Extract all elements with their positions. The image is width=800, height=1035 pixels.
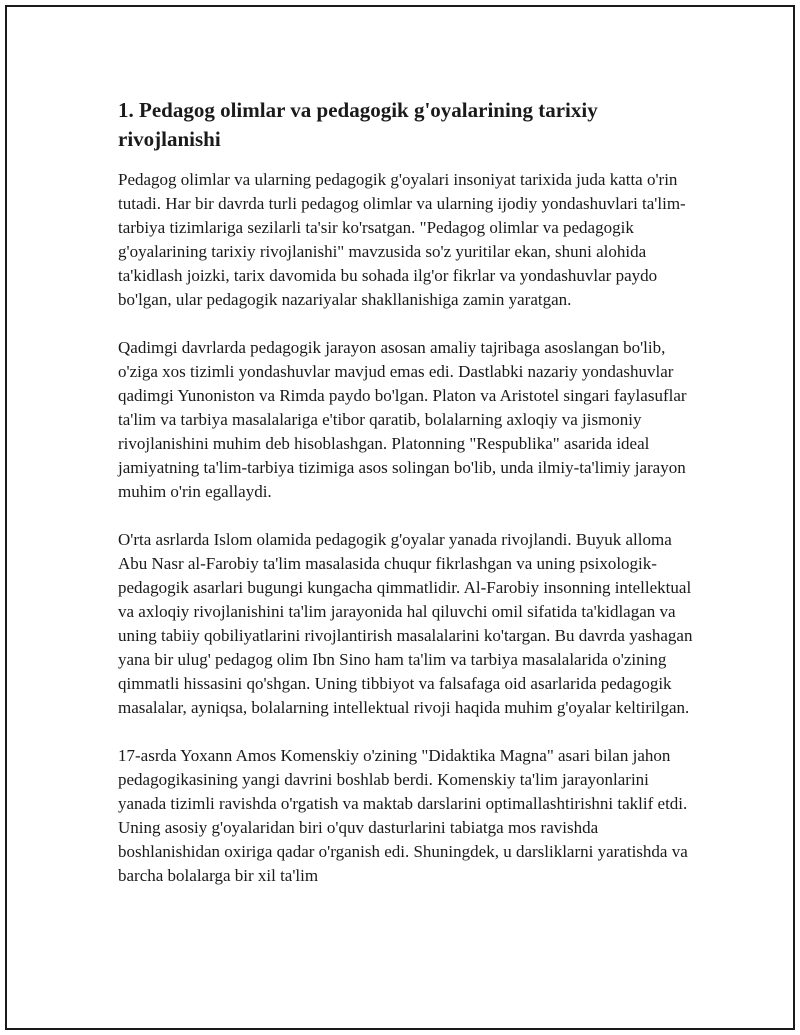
paragraph-intro: Pedagog olimlar va ularning pedagogik g'oyalari insoniyat tarixida juda katta o'rin tutadi. Har bir davrda turli pedagog olimlar va ularning ijodiy yondashuvlari ta'lim-tarbiya tizimlariga sezilarli ta'sir ko'rsatgan. "Pedagog olimlar va pedagogik g'oyalarining tarixiy rivojlanishi" mavzusida so'z yuritilar ekan, shuni alohida ta'kidlash joizki, tarix davomida bu sohada ilg'or fikrlar va yondashuvlar paydo bo'lgan, ular pedagogik nazariyalar shakllanishiga zamin yaratgan. (118, 170, 686, 309)
paragraph-middle-ages: O'rta asrlarda Islom olamida pedagogik g'oyalar yanada rivojlandi. Buyuk alloma Abu Nasr al-Farobiy ta'lim masalasida chuqur fikrlashgan va uning psixologik-pedagogik asarlari bugungi kungacha qimmatlidir. Al-Farobiy insonning intellektual va axloqiy rivojlanishini ta'lim jarayonida hal qiluvchi omil sifatida ta'kidlagan va uning tabiiy qobiliyatlarini rivojlantirish masalalarini ko'targan. Bu davrda yashagan yana bir ulug' pedagog olim Ibn Sino ham ta'lim va tarbiya masalalarida o'zining qimmatli hissasini qo'shgan. Uning tibbiyot va falsafaga oid asarlarida pedagogik masalalar, ayniqsa, bolalarning intellektual rivoji haqida muhim g'oyalar keltirilgan. (118, 530, 693, 717)
section-heading: 1. Pedagog olimlar va pedagogik g'oyalarining tarixiy rivojlanishi (118, 98, 598, 151)
paragraph-ancient-era: Qadimgi davrlarda pedagogik jarayon asosan amaliy tajribaga asoslangan bo'lib, o'ziga xos tizimli yondashuvlar mavjud emas edi. Dastlabki nazariy yondashuvlar qadimgi Yunoniston va Rimda paydo bo'lgan. Platon va Aristotel singari faylasuflar ta'lim va tarbiya masalalariga e'tibor qaratib, bolalarning axloqiy va jismoniy rivojlanishini muhim deb hisoblashgan. Platonning "Respublika" asarida ideal jamiyatning ta'lim-tarbiya tizimiga asos solingan bo'lib, unda ilmiy-ta'limiy jarayon muhim o'rin egallaydi. (118, 338, 687, 501)
document-body (118, 96, 693, 912)
document-page (5, 5, 795, 1030)
paragraph-komenskiy: 17-asrda Yoxann Amos Komenskiy o'zining "Didaktika Magna" asari bilan jahon pedagogikasining yangi davrini boshlab berdi. Komenskiy ta'lim jarayonlarini yanada tizimli ravishda o'rgatish va maktab darslarini optimallashtirishni taklif etdi. Uning asosiy g'oyalaridan biri o'quv dasturlarini tabiatga mos ravishda boshlanishidan oxiriga qadar o'rganish edi. Shuningdek, u darsliklarni yaratishda va barcha bolalarga bir xil ta'lim (118, 746, 688, 885)
